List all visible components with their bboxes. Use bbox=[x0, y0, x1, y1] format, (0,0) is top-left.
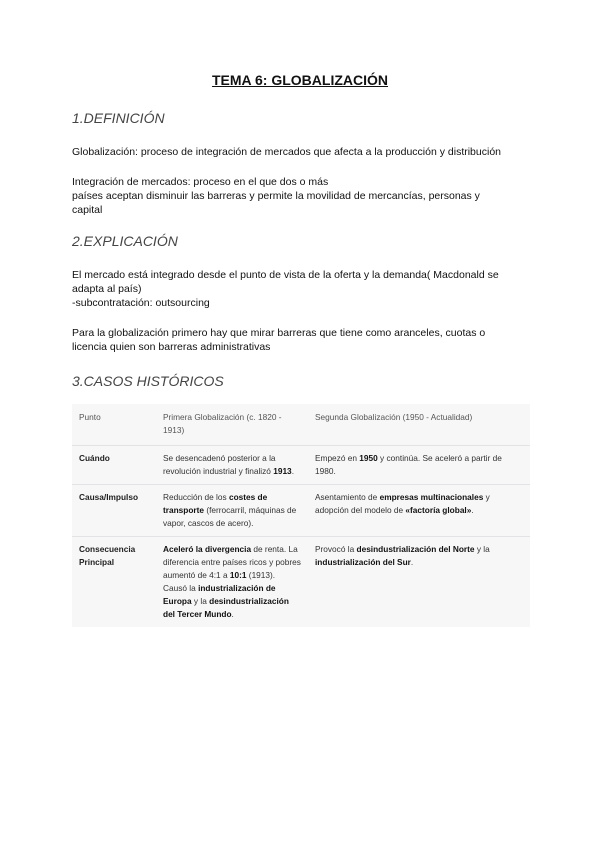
historical-cases-table bbox=[72, 404, 530, 627]
section-heading-casos-historicos: 3.CASOS HISTÓRICOS bbox=[72, 373, 224, 389]
section-heading-explicacion: 2.EXPLICACIÓN bbox=[72, 233, 178, 249]
row-label: Cuándo bbox=[72, 446, 156, 485]
barriers-paragraph bbox=[72, 326, 532, 354]
integration-paragraph bbox=[72, 175, 532, 217]
table-cell: Aceleró la divergencia de renta. La diferencia entre países ricos y pobres aumentó de 4:1 a 10:1 (1913). Causó la industrialización de Europa y la desindustrialización del Tercer Mundo. bbox=[163, 544, 301, 619]
integration-line: países aceptan disminuir las barreras y permite la movilidad de mercancías, personas y bbox=[72, 190, 480, 202]
row-label: Consecuencia Principal bbox=[79, 544, 136, 567]
table-header-row bbox=[72, 404, 530, 446]
explanation-line: -subcontratación: outsourcing bbox=[72, 297, 210, 309]
page-title: TEMA 6: GLOBALIZACIÓN bbox=[211, 72, 389, 88]
barriers-line: licencia quien son barreras administrativas bbox=[72, 341, 271, 353]
explanation-line: adapta al país) bbox=[72, 283, 142, 295]
integration-line: capital bbox=[72, 204, 103, 216]
table-row bbox=[72, 485, 530, 537]
definition-paragraph bbox=[72, 145, 532, 159]
table-cell: Asentamiento de empresas multinacionales y adopción del modelo de «factoría global». bbox=[308, 485, 530, 537]
table-cell: Reducción de los costes de transporte (ferrocarril, máquinas de vapor, cascos de acero). bbox=[156, 485, 308, 537]
section-heading-definicion: 1.DEFINICIÓN bbox=[72, 110, 165, 126]
table-cell: Empezó en 1950 y continúa. Se aceleró a partir de 1980. bbox=[308, 446, 530, 485]
table-cell: Provocó la desindustrialización del Norte y la industrialización del Sur. bbox=[315, 544, 490, 567]
table-row bbox=[72, 446, 530, 485]
header-cell: Punto bbox=[72, 404, 156, 446]
barriers-line: Para la globalización primero hay que mirar barreras que tiene como aranceles, cuotas o bbox=[72, 327, 486, 339]
explanation-line: El mercado está integrado desde el punto de vista de la oferta y la demanda( Macdonald se bbox=[72, 269, 499, 281]
table-cell: Se desencadenó posterior a la revolución industrial y finalizó 1913. bbox=[156, 446, 308, 485]
table-row bbox=[72, 537, 530, 628]
integration-line: Integración de mercados: proceso en el que dos o más bbox=[72, 176, 329, 188]
explanation-paragraph bbox=[72, 268, 532, 310]
row-label: Causa/Impulso bbox=[72, 485, 156, 537]
header-cell: Segunda Globalización (1950 - Actualidad) bbox=[308, 404, 530, 446]
definition-text: Globalización: proceso de integración de mercados que afecta a la producción y distribución bbox=[72, 146, 502, 158]
header-cell: Primera Globalización (c. 1820 - 1913) bbox=[156, 404, 308, 446]
